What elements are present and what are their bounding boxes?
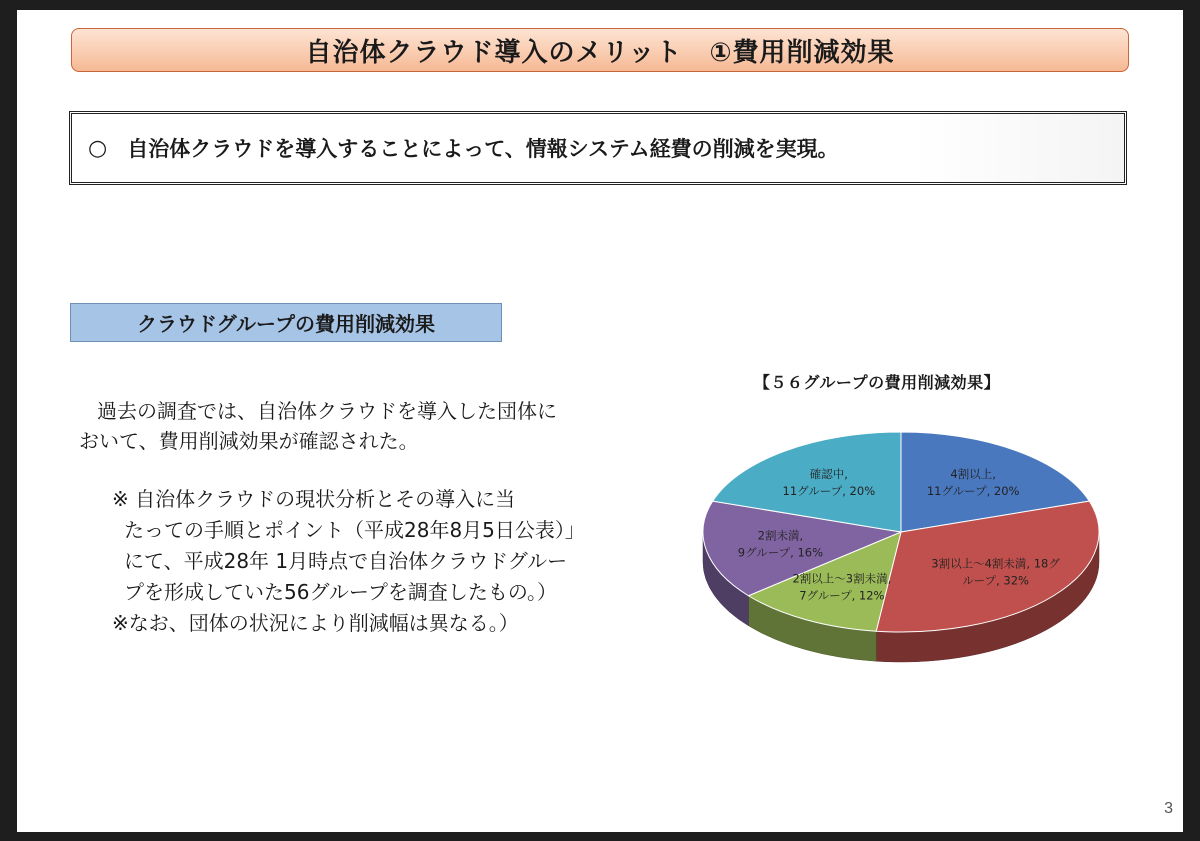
body-line-1: 過去の調査では、自治体クラウドを導入した団体に: [97, 399, 557, 423]
pie-label-2: 2割以上～3割未満, 7グループ, 12%: [792, 571, 892, 603]
section-header: クラウドグループの費用削減効果: [70, 303, 502, 342]
pie-chart-svg: [667, 365, 1127, 685]
note-line-5: ※なお、団体の状況により削減幅は異なる。）: [112, 611, 519, 635]
page-number: 3: [1164, 800, 1173, 817]
pie-label-1: 3割以上～4割未満, 18グループ, 32%: [931, 556, 1060, 588]
note-line-4: プを形成していた56グループを調査したもの。）: [124, 580, 558, 604]
pie-chart: [667, 365, 1127, 685]
note: [112, 484, 632, 639]
summary-box: [69, 111, 1127, 185]
body-text: [79, 396, 639, 456]
body-line-2: おいて、費用削減効果が確認された。: [79, 429, 419, 453]
note-line-1: ※ 自治体クラウドの現状分析とその導入に当: [112, 487, 516, 511]
circle-bullet-icon: ○: [88, 135, 108, 161]
note-line-2: たっての手順とポイント（平成28年8月5日公表）」: [124, 518, 585, 542]
chart-title: 【５６グループの費用削減効果】: [753, 373, 1001, 392]
slide-title: 自治体クラウド導入のメリット ①費用削減効果: [71, 28, 1129, 72]
note-line-3: にて、平成28年 1月時点で自治体クラウドグルー: [124, 549, 568, 573]
pie-label-4: 確認中, 11グループ, 20%: [782, 466, 876, 498]
slide: [17, 10, 1183, 832]
pie-label-0: 4割以上, 11グループ, 20%: [926, 466, 1020, 498]
pie-label-3: 2割未満, 9グループ, 16%: [737, 528, 824, 560]
summary-text: 自治体クラウドを導入することによって、情報システム経費の削減を実現。: [127, 137, 839, 161]
